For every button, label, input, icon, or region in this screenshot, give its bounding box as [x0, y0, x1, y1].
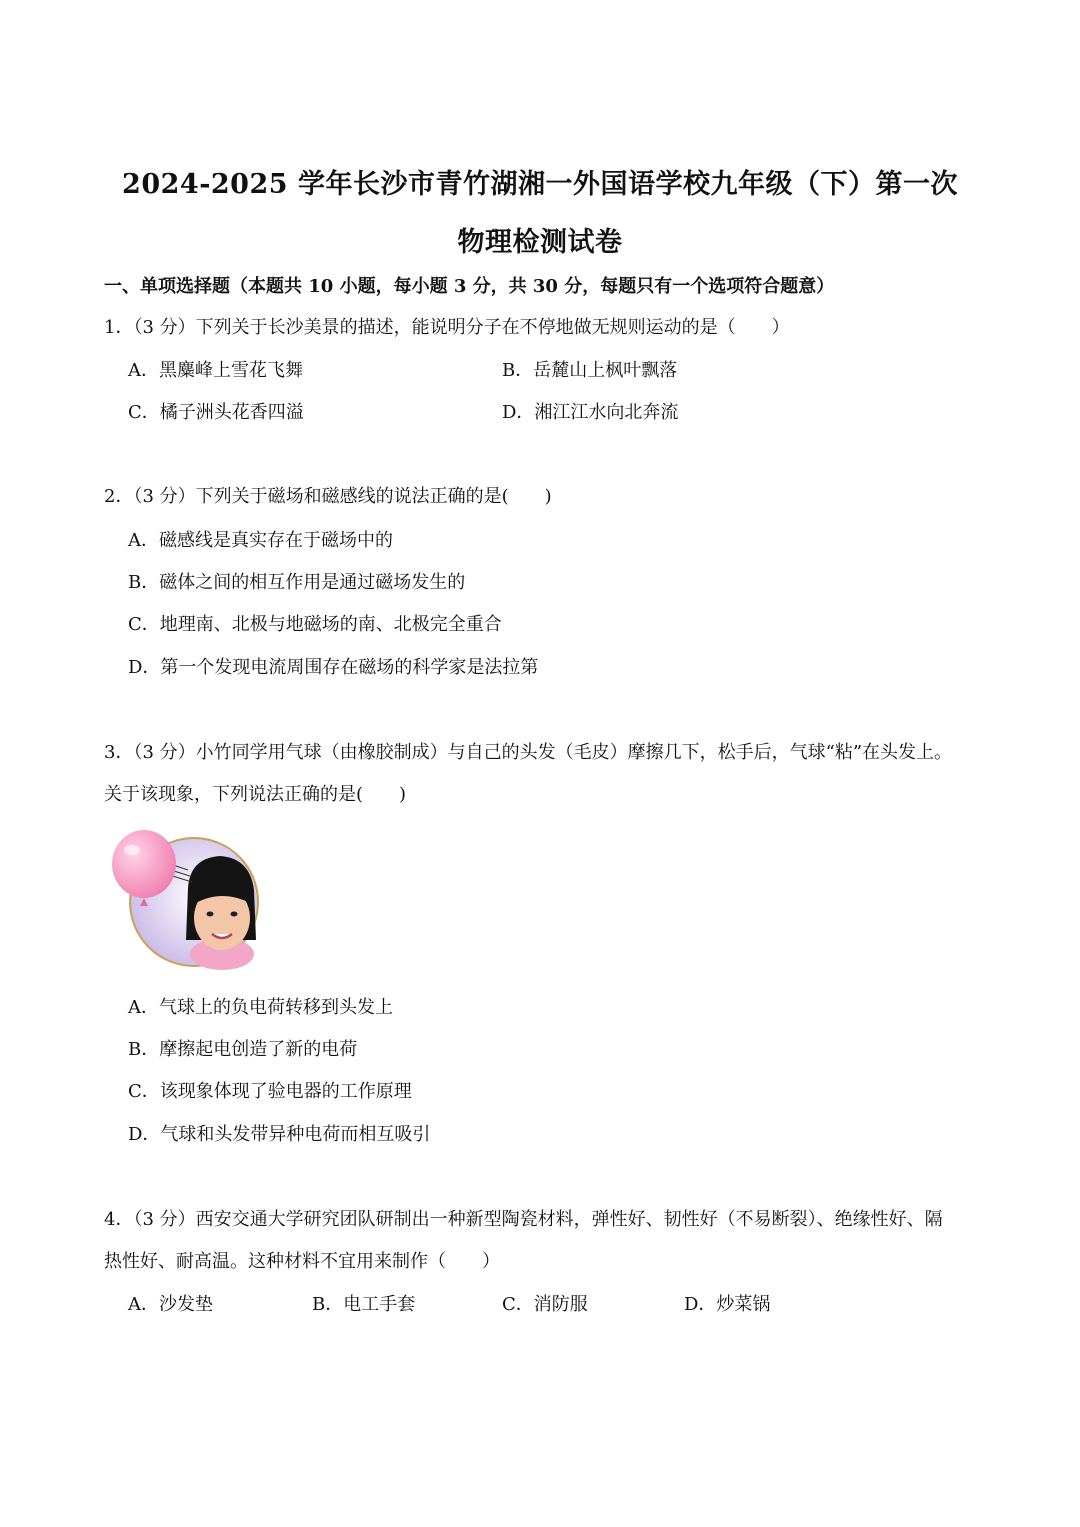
question-2-option-a: A．磁感线是真实存在于磁场中的	[128, 530, 393, 551]
question-4-stem-line-1: 4．（3 分）西安交通大学研究团队研制出一种新型陶瓷材料，弹性好、韧性好（不易断裂）、绝缘性好、隔	[104, 1209, 943, 1230]
question-1-option-b: B．岳麓山上枫叶飘落	[502, 360, 678, 381]
balloon-girl-illustration	[104, 828, 270, 976]
question-1-option-c: C．橘子洲头花香四溢	[128, 402, 304, 423]
question-1-option-d: D．湘江江水向北奔流	[502, 402, 679, 423]
question-3-stem-line-1: 3．（3 分）小竹同学用气球（由橡胶制成）与自己的头发（毛皮）摩擦几下，松手后，气球“粘”在头发上。	[104, 742, 953, 763]
question-3-option-c: C．该现象体现了验电器的工作原理	[128, 1081, 412, 1102]
question-3-option-a: A．气球上的负电荷转移到头发上	[128, 997, 393, 1018]
question-3-option-b: B．摩擦起电创造了新的电荷	[128, 1039, 358, 1060]
question-4-option-d: D．炒菜锅	[684, 1294, 771, 1315]
question-2-stem: 2．（3 分）下列关于磁场和磁感线的说法正确的是( )	[104, 486, 552, 507]
question-2-option-c: C．地理南、北极与地磁场的南、北极完全重合	[128, 614, 502, 635]
exam-title-line-2: 物理检测试卷	[457, 227, 623, 258]
question-1-option-a: A．黑麋峰上雪花飞舞	[128, 360, 303, 381]
question-4-option-b: B．电工手套	[312, 1294, 416, 1315]
question-3-option-d: D．气球和头发带异种电荷而相互吸引	[128, 1124, 431, 1145]
exam-title-line-1: 2024-2025 学年长沙市青竹湖湘一外国语学校九年级（下）第一次	[122, 169, 958, 200]
question-3-stem-line-2: 关于该现象，下列说法正确的是( )	[104, 784, 407, 805]
section-heading: 一、单项选择题（本题共 10 小题，每小题 3 分，共 30 分，每题只有一个选项符合题意）	[104, 276, 835, 297]
question-4-option-c: C．消防服	[502, 1294, 588, 1315]
question-1-stem: 1．（3 分）下列关于长沙美景的描述，能说明分子在不停地做无规则运动的是（ ）	[104, 317, 790, 338]
question-4-option-a: A．沙发垫	[128, 1294, 213, 1315]
question-4-stem-line-2: 热性好、耐高温。这种材料不宜用来制作（ ）	[104, 1251, 500, 1272]
question-2-option-d: D．第一个发现电流周围存在磁场的科学家是法拉第	[128, 657, 539, 678]
question-2-option-b: B．磁体之间的相互作用是通过磁场发生的	[128, 572, 466, 593]
